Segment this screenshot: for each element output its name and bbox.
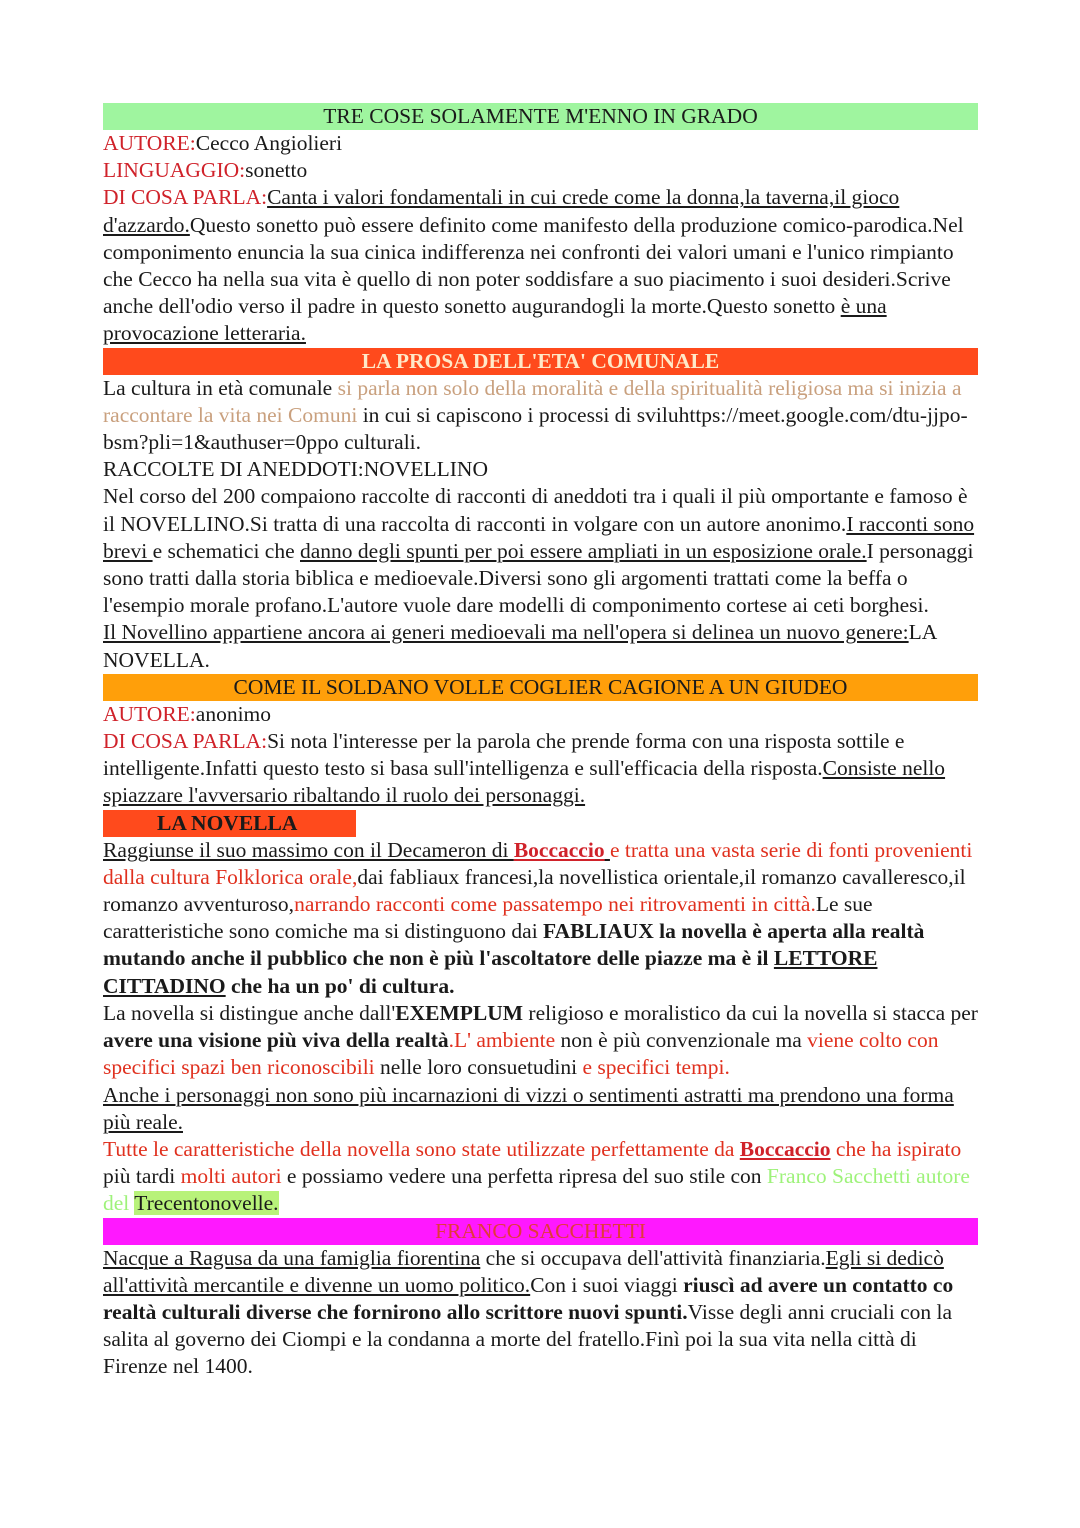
dicosa-underlined: Canta i valori fondamentali in cui crede come la donna,la taverna,il gioco d'azzardo. (103, 185, 900, 237)
tempi-red: e specifici tempi. (582, 1055, 730, 1080)
ambiente-text: non è più convenzionale ma (555, 1028, 808, 1053)
ambiente-red: .L' ambiente (448, 1028, 556, 1053)
raccolte-subheading: RACCOLTE DI ANEDDOTI:NOVELLINO (103, 457, 488, 482)
dicosa-text: Questo sonetto può essere definito come manifesto della produzione comico-parodica.Nel componimento enuncia la sua cinica indifferenza nei confronti dei valori umani e l'unico rimpianto che Cecco ha nella sua vita è quello di non poter soddisfare a suo piacimento i suoi desideri.Scrive anche dell'odio verso il padre in questo sonetto augurandogli la morte.Questo sonetto (103, 212, 964, 319)
novella-text-b: Le sue caratteristiche sono comiche ma si distinguono dai (103, 892, 873, 944)
piu-tardi-text: più tardi (103, 1164, 181, 1189)
heading-novella: LA NOVELLA (103, 810, 356, 837)
heading-prosa: LA PROSA DELL'ETA' COMUNALE (103, 348, 978, 375)
novella-paragraph-2 (103, 1000, 978, 1082)
consuetudini-text: nelle loro consuetudini (374, 1055, 583, 1080)
sacchetti-bold: riuscì ad avere un contatto co realtà culturali diverse che fornirono allo scrittore nuovi spunti. (103, 1272, 954, 1324)
autore-value: Cecco Angiolieri (195, 131, 343, 155)
spazi-red: viene colto con specifici spazi ben riconoscibili (103, 1028, 939, 1080)
soldano-autore-line (103, 701, 978, 728)
novellino-paragraph (103, 483, 978, 619)
linguaggio-label: LINGUAGGIO: (103, 158, 246, 183)
novella-text-a: dai fabliaux francesi,la novellistica orientale,il romanzo cavalleresco,il romanzo avventuroso, (103, 864, 966, 917)
sacchetti-text-c: Visse degli anni cruciali con la salita al governo dei Ciompi e la condanna a morte del fratello.Finì poi la sua vita nella città di Firenze nel 1400. (103, 1299, 953, 1379)
trecentonovelle-highlight: Trecentonovelle. (134, 1191, 279, 1216)
novella-red-2: narrando racconti come passatempo nei ritrovamenti in città. (294, 892, 816, 917)
novella-bold-2: che ha un po' di cultura. (225, 973, 455, 998)
soldano-dicosa-label: DI COSA PARLA: (103, 729, 268, 754)
exemplum-bold: EXEMPLUM (395, 1000, 524, 1025)
novellino-text-b: e schematici che (152, 538, 300, 563)
sacchetti-text-a: che si occupava dell'attività finanziaria. (480, 1245, 826, 1270)
novella-bold-1: FABLIAUX la novella è aperta alla realtà mutando anche il pubblico che non è più l'ascoltatore delle piazze ma è il (103, 919, 925, 971)
autore-line (103, 130, 978, 157)
novellino-genre-text: LA NOVELLA. (103, 620, 937, 672)
novellino-text-a: Nel corso del 200 compaiono raccolte di racconti di aneddoti tra i quali il più omportante e famoso è il NOVELLINO.Si tratta di una raccolta di racconti in volgare con un autore anonimo. (103, 484, 968, 536)
franco-sacchetti-green: Franco Sacchetti autore del (103, 1164, 970, 1216)
sacchetti-underlined-1: Nacque a Ragusa da una famiglia fiorentina (103, 1245, 481, 1270)
ispirato-red: che ha ispirato (830, 1136, 962, 1161)
novellino-genre-paragraph (103, 619, 978, 673)
sacchetti-underlined-2: Egli si dedicò all'attività mercantile e divenne un uomo politico. (103, 1245, 944, 1297)
heading-tre-cose: TRE COSE SOLAMENTE M'ENNO IN GRADO (103, 103, 978, 130)
soldano-dicosa-text: Si nota l'interesse per la parola che prende forma con una risposta sottile e intelligente.Infatti questo testo si basa sull'intelligenza e sull'efficacia della risposta. (103, 729, 905, 781)
heading-soldano: COME IL SOLDANO VOLLE COGLIER CAGIONE A UN GIUDEO (103, 674, 978, 701)
novellino-underlined-2: danno degli spunti per poi essere ampliati in un esposizione orale. (300, 538, 867, 563)
soldano-dicosa-underlined: Consiste nello spiazzare l'avversario ribaltando il ruolo dei personaggi. (103, 756, 946, 808)
prosa-text-a: La cultura in età comunale (103, 375, 338, 400)
sacchetti-paragraph (103, 1245, 978, 1381)
exemplum-text-b: religioso e moralistico da cui la novella si stacca per (523, 1000, 978, 1025)
dicosa-underlined-end: è una provocazione letteraria. (103, 294, 887, 346)
novella-paragraph-3 (103, 1082, 978, 1136)
novella-paragraph-4 (103, 1136, 978, 1218)
novellino-underlined-1: I racconti sono brevi (103, 511, 975, 563)
boccaccio-name: Boccaccio (513, 837, 605, 862)
linguaggio-value: sonetto (245, 158, 308, 183)
lettore-cittadino: LETTORE CITTADINO (103, 946, 878, 998)
heading-franco-sacchetti: FRANCO SACCHETTI (103, 1218, 978, 1245)
autore-label: AUTORE: (103, 131, 196, 155)
novella-red-1: e tratta una vasta serie di fonti provenienti dalla cultura Folklorica orale, (103, 837, 973, 889)
novellino-genre-underlined: Il Novellino appartiene ancora ai generi medioevali ma nell'opera si delinea un nuovo genere: (103, 620, 909, 645)
prosa-paragraph (103, 375, 978, 457)
caratteristiche-red: Tutte le caratteristiche della novella sono state utilizzate perfettamente da (103, 1136, 740, 1161)
document-content (103, 103, 978, 1381)
soldano-autore-label: AUTORE: (103, 701, 196, 726)
ripresa-text: e possiamo vedere una perfetta ripresa del suo stile con (281, 1164, 767, 1189)
molti-autori-red: molti autori (180, 1164, 282, 1189)
sacchetti-text-b: Con i suoi viaggi (530, 1272, 684, 1297)
prosa-text-c: in cui si capiscono i processi di sviluhttps://meet.google.com/dtu-jjpo-bsm?pli=1&authuser=0ppo culturali. (103, 402, 968, 455)
boccaccio-name-2: Boccaccio (739, 1136, 831, 1161)
prosa-text-tan: si parla non solo della moralità e della spiritualità religiosa ma si inizia a raccontare la vita nei Comuni (103, 375, 962, 427)
soldano-dicosa-paragraph (103, 728, 978, 810)
novella-underlined: Raggiunse il suo massimo con il Decameron di (103, 837, 514, 862)
dicosa-label: DI COSA PARLA: (103, 185, 268, 210)
soldano-autore-value: anonimo (195, 701, 272, 726)
dicosa-paragraph (103, 184, 978, 347)
linguaggio-line (103, 157, 978, 184)
novellino-text-c: I personaggi sono tratti dalla storia biblica e medioevale.Diversi sono gli argomenti trattati come la beffa o l'esempio morale profano.L'autore vuole dare modelli di componimento cortese ai ceti borghesi. (103, 538, 974, 618)
exemplum-text-a: La novella si distingue anche dall' (103, 1000, 396, 1025)
visione-bold: avere una visione più viva della realtà (103, 1028, 449, 1053)
personaggi-underlined: Anche i personaggi non sono più incarnazioni di vizzi o sentimenti astratti ma prendono una forma più reale. (103, 1082, 954, 1134)
novella-paragraph-1 (103, 837, 978, 1000)
